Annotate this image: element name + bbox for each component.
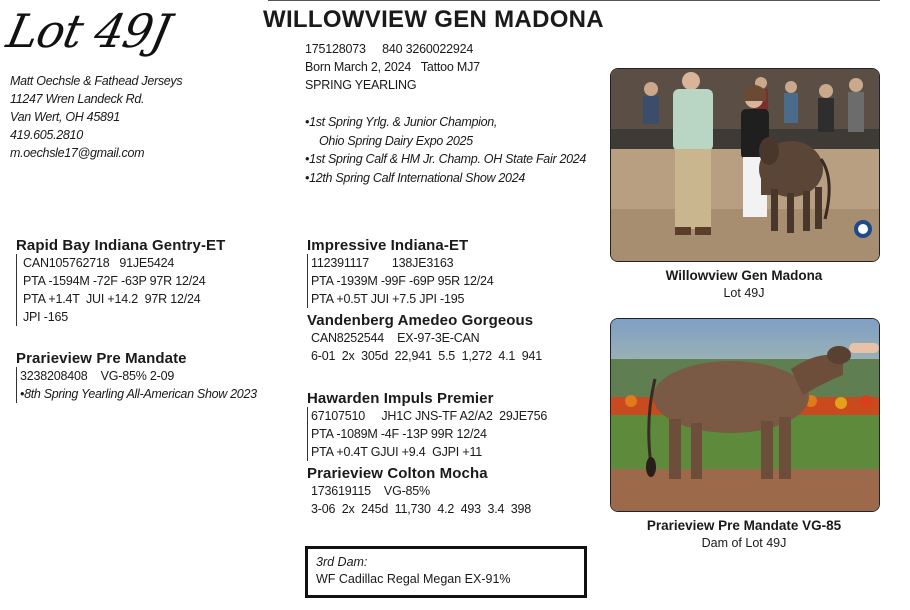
owner-block xyxy=(10,72,182,162)
registration-ids: 175128073 840 3260022924 xyxy=(305,42,474,56)
owner-name: Matt Oechsle & Fathead Jerseys xyxy=(10,74,183,88)
sire-line: CAN105762718 91JE5424 xyxy=(23,256,175,270)
third-dam-box xyxy=(305,546,587,598)
sire-sire-name: Impressive Indiana-ET xyxy=(307,237,469,254)
birth-info: Born March 2, 2024 Tattoo MJ7 xyxy=(305,60,480,74)
sire-dam-block xyxy=(307,312,542,365)
sire-name: Rapid Bay Indiana Gentry-ET xyxy=(16,237,226,254)
dam-block xyxy=(16,350,257,403)
dam-sire-line: 67107510 JH1C JNS-TF A2/A2 29JE756 xyxy=(311,409,548,423)
sire-sire-line: 112391117 138JE3163 xyxy=(311,256,454,270)
sire-sire-line: PTA -1939M -99F -69P 95R 12/24 xyxy=(311,274,494,288)
third-dam-name: WF Cadillac Regal Megan EX-91% xyxy=(316,572,511,586)
sire-line: PTA +1.4T JUI +14.2 97R 12/24 xyxy=(23,292,201,306)
sire-block xyxy=(16,237,225,326)
dam-portrait-illustration xyxy=(611,319,879,511)
sire-dam-details xyxy=(307,329,542,365)
sire-details xyxy=(16,254,225,326)
dam-sire-block xyxy=(307,390,547,461)
award-item: •1st Spring Calf & HM Jr. Champ. OH State Fair 2024 xyxy=(305,152,587,166)
owner-email[interactable]: m.oechsle17@gmail.com xyxy=(10,146,145,160)
dam-dam-name: Prarieview Colton Mocha xyxy=(307,465,488,482)
photo2-caption: Prarieview Pre Mandate VG-85 xyxy=(646,518,842,533)
dam-details xyxy=(16,367,257,403)
awards-list xyxy=(305,113,586,187)
dam-sire-details xyxy=(307,407,547,461)
award-item: •12th Spring Calf International Show 2024 xyxy=(305,170,526,185)
dam-note: •8th Spring Yearling All-American Show 2023 xyxy=(20,387,257,401)
award-item: •1st Spring Yrlg. & Junior Champion, xyxy=(305,115,498,129)
photo1-subcaption: Lot 49J xyxy=(723,286,765,300)
lot-number: Lot 49J xyxy=(2,4,176,58)
dam-sire-line: PTA +0.4T GJUI +9.4 GJPI +11 xyxy=(311,445,483,459)
third-dam-label: 3rd Dam: xyxy=(316,555,368,569)
owner-phone: 419.605.2810 xyxy=(10,128,83,142)
owner-street: 11247 Wren Landeck Rd. xyxy=(10,92,145,106)
show-ring-illustration xyxy=(611,69,879,261)
animal-class: SPRING YEARLING xyxy=(305,78,417,92)
animal-id-block xyxy=(305,40,480,94)
sire-line: PTA -1594M -72F -63P 97R 12/24 xyxy=(23,274,206,288)
photo-show-ring xyxy=(610,68,880,262)
photo1-caption: Willowview Gen Madona xyxy=(665,268,823,283)
dam-dam-line: 3-06 2x 245d 11,730 4.2 493 3.4 398 xyxy=(311,502,532,516)
dam-dam-block xyxy=(307,465,531,518)
dam-dam-details xyxy=(307,482,531,518)
photo2-subcaption: Dam of Lot 49J xyxy=(701,536,787,550)
dam-sire-line: PTA -1089M -4F -13P 99R 12/24 xyxy=(311,427,487,441)
sire-line: JPI -165 xyxy=(23,310,68,324)
top-rule xyxy=(268,0,880,1)
sire-sire-details xyxy=(307,254,494,308)
award-item: Ohio Spring Dairy Expo 2025 xyxy=(319,133,473,148)
sire-sire-block xyxy=(307,237,494,308)
page-title: WILLOWVIEW GEN MADONA xyxy=(263,6,604,33)
photo-dam-portrait xyxy=(610,318,880,512)
dam-sire-name: Hawarden Impuls Premier xyxy=(307,390,494,407)
sire-sire-line: PTA +0.5T JUI +7.5 JPI -195 xyxy=(311,292,465,306)
dam-line: 3238208408 VG-85% 2-09 xyxy=(20,369,175,383)
sire-dam-line: 6-01 2x 305d 22,941 5.5 1,272 4.1 941 xyxy=(311,349,542,363)
owner-city: Van Wert, OH 45891 xyxy=(10,110,120,124)
sire-dam-name: Vandenberg Amedeo Gorgeous xyxy=(307,312,534,329)
dam-dam-line: 173619115 VG-85% xyxy=(311,484,430,498)
sire-dam-line: CAN8252544 EX-97-3E-CAN xyxy=(311,331,480,345)
dam-name: Prarieview Pre Mandate xyxy=(16,350,187,367)
